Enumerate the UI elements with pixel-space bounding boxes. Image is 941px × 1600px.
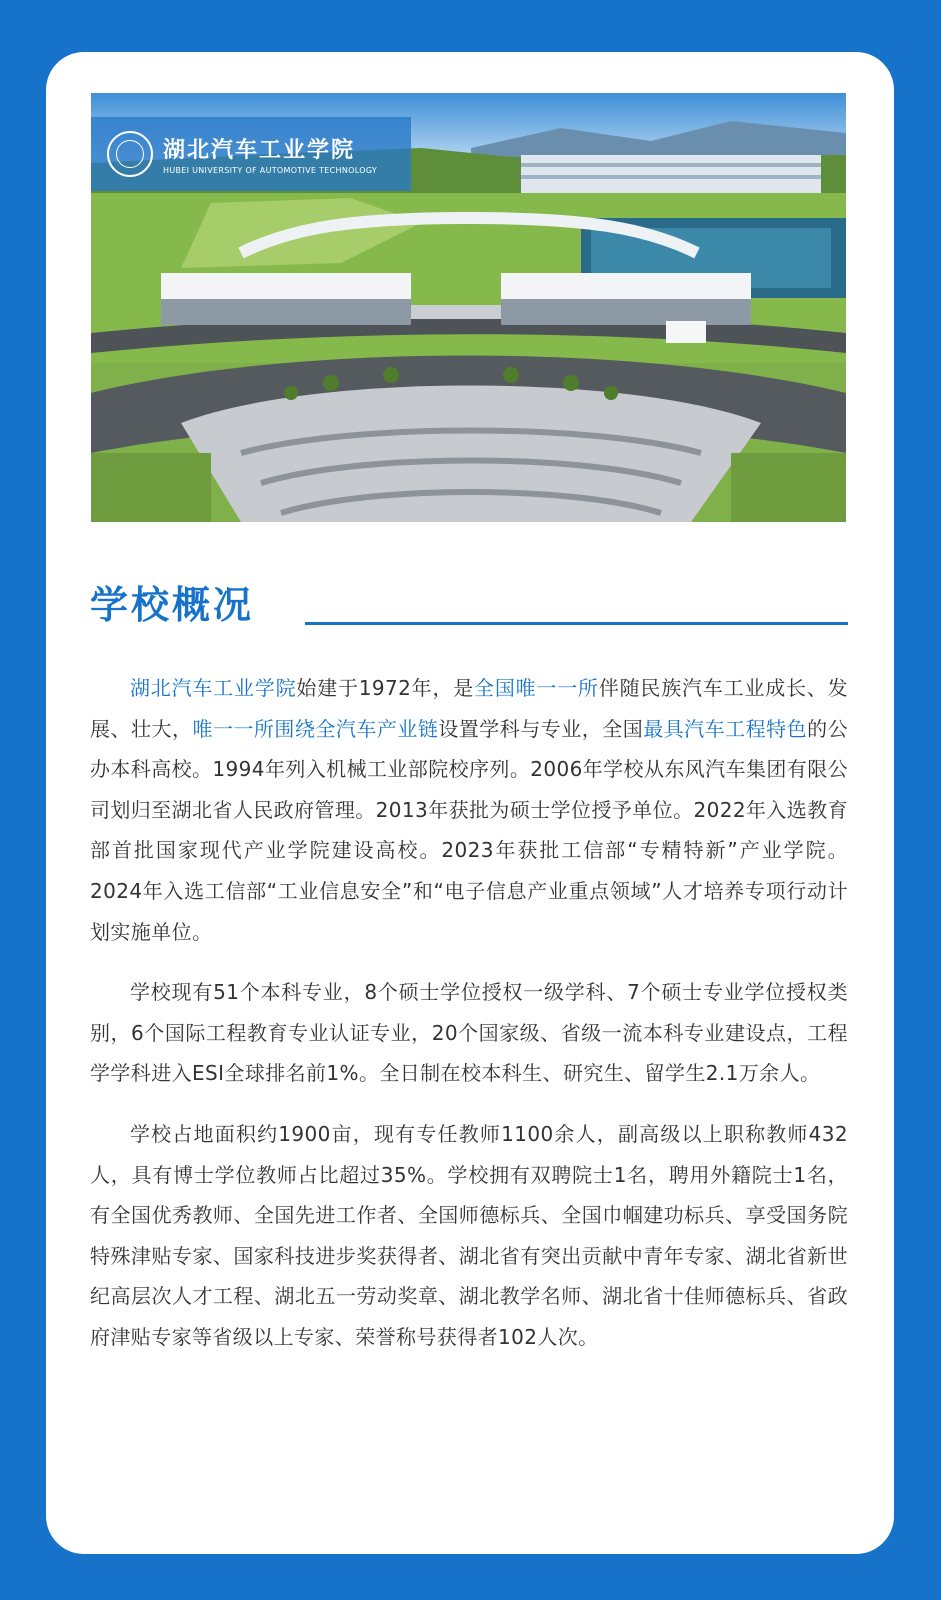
paragraph-overview bbox=[90, 668, 848, 952]
paragraph-text: 伴随民族汽车工业成长、发展、壮大， bbox=[90, 676, 848, 741]
logo-name-en: HUBEI UNIVERSITY OF AUTOMOTIVE TECHNOLOGY bbox=[163, 166, 378, 175]
highlight-industry-chain: 唯一一所围绕全汽车产业链 bbox=[192, 716, 439, 741]
paragraph-text: 的公办本科高校。1994年列入机械工业部院校序列。2006年学校从东风汽车集团有限公司划归至湖北省人民政府管理。2013年获批为硕士学位授予单位。2022年入选教育部首批国家现代产业学院建设高校。2023年获批工信部“专精特新”产业学院。2024年入选工信部“工业信息安全”和“电子信息产业重点领域”人才培养专项行动计划实施单位。 bbox=[90, 716, 848, 944]
section-title: 学校概况 bbox=[90, 583, 255, 627]
university-seal-icon bbox=[107, 131, 153, 177]
article-body bbox=[90, 668, 848, 1378]
university-logo-text bbox=[163, 133, 377, 175]
title-underline bbox=[305, 622, 848, 625]
highlight-only-one: 全国唯一一所 bbox=[474, 676, 599, 700]
paragraph-majors: 学校现有51个本科专业，8个硕士学位授权一级学科、7个硕士专业学位授权类别，6个国际工程教育专业认证专业，20个国家级、省级一流本科专业建设点，工程学学科进入ESI全球排名前1%。全日制在校本科生、研究生、留学生2.1万余人。 bbox=[90, 980, 848, 1086]
university-logo-banner bbox=[91, 117, 411, 191]
paragraph-faculty: 学校占地面积约1900亩，现有专任教师1100余人，副高级以上职称教师432人，具有博士学位教师占比超过35%。学校拥有双聘院士1名，聘用外籍院士1名，有全国优秀教师、全国先进工作者、全国师德标兵、全国巾帼建功标兵、享受国务院特殊津贴专家、国家科技进步奖获得者、湖北省有突出贡献中青年专家、湖北省新世纪高层次人才工程、湖北五一劳动奖章、湖北教学名师、湖北省十佳师德标兵、省政府津贴专家等省级以上专家、荣誉称号获得者102人次。 bbox=[90, 1121, 848, 1349]
logo-name-cn: 湖北汽车工业学院 bbox=[163, 137, 356, 163]
highlight-auto-engineering: 最具汽车工程特色 bbox=[643, 716, 808, 741]
highlight-school-name: 湖北汽车工业学院 bbox=[130, 676, 297, 700]
paragraph-text: 设置学科与专业，全国 bbox=[438, 716, 644, 741]
paragraph-text: 始建于1972年，是 bbox=[296, 676, 475, 700]
